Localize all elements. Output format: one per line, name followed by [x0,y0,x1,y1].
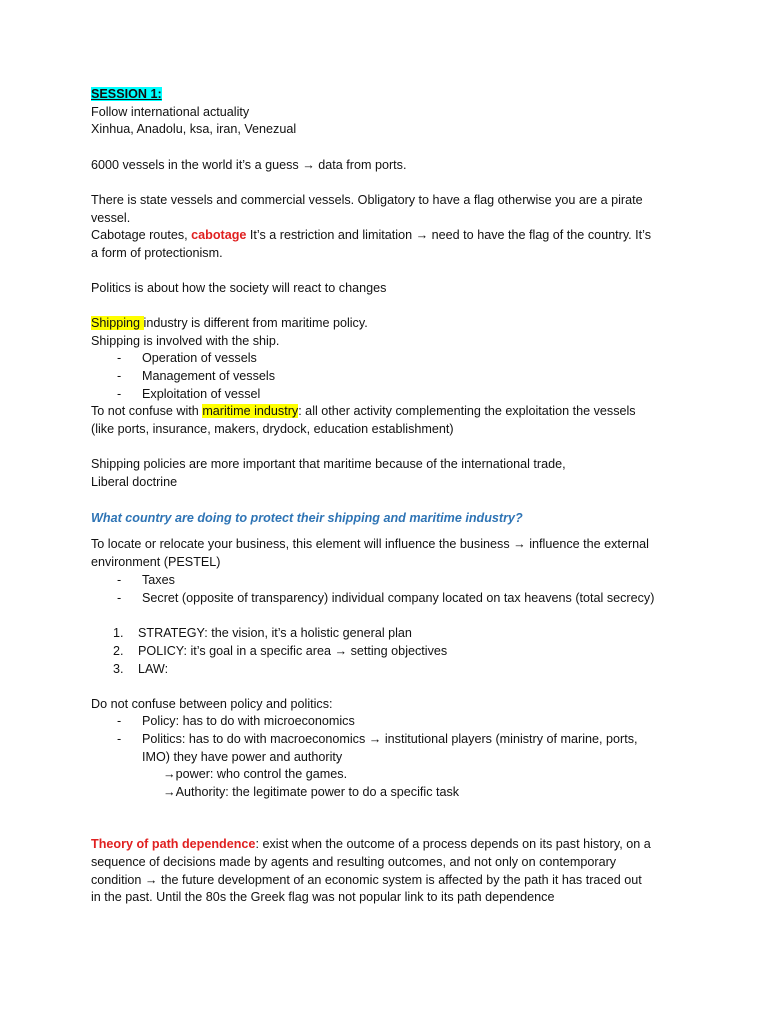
bullet-marker: - [117,714,122,728]
bullet-marker: - [117,369,122,383]
state-vessels-line-1: There is state vessels and commercial vessels. Obligatory to have a flag otherwise you are a pirate [91,193,643,207]
path-dependence-line-1 [91,836,676,854]
path-dependence-term: Theory of path dependence [91,837,256,851]
numbered-item-text: POLICY: it’s goal in a specific area [138,644,335,658]
list-number: 3. [113,662,124,676]
arrow-icon: → [144,873,158,887]
policies-line-1: Shipping policies are more important that maritime because of the international trade, [91,457,566,471]
state-vessels-line-2: vessel. [91,211,131,225]
path-dependence-line-3 [91,872,676,890]
policies-line-2: Liberal doctrine [91,475,178,489]
list-number: 1. [113,626,124,640]
list-item: Secret (opposite of transparency) individual company located on tax heavens (total secrecy) [142,591,655,605]
question-heading [91,510,676,528]
cabotage-line-1 [91,227,676,245]
maritime-rest: : all other activity complementing the exploitation the vessels [298,404,636,418]
cabotage-term: cabotage [191,228,247,242]
bullet-marker: - [117,732,122,746]
bullet-marker: - [117,387,122,401]
path-dependence-line-2: sequence of decisions made by agents and resulting outcomes, and not only on contemporary [91,855,617,869]
sub-item-text: power: who control the games. [175,767,348,781]
path-dependence-text: : exist when the outcome of a process depends on its past history, on a [255,837,651,851]
list-item: Policy: has to do with microeconomics [142,714,355,728]
path-dependence-text-end: the future development of an economic system is affected by the path it has traced out [157,873,642,887]
cabotage-rest: need to have the flag of the country. It’s [428,228,652,242]
bullet-marker: - [117,573,122,587]
bullet-marker: - [117,351,122,365]
locate-line-1 [91,536,676,554]
sub-item [163,784,459,802]
numbered-item: STRATEGY: the vision, it’s a holistic general plan [138,626,412,640]
arrow-icon: → [163,785,176,799]
shipping-term: Shipping [91,316,144,330]
vessels-text-end: data from ports. [314,158,407,172]
arrow-icon: → [334,644,348,658]
locate-text-end: influence the external [525,537,649,551]
numbered-item [138,643,447,661]
shipping-line [91,315,676,333]
list-item: Exploitation of vessel [142,387,261,401]
list-item-continuation: IMO) they have power and authority [142,750,343,764]
list-item: Taxes [142,573,175,587]
cabotage-prefix: Cabotage routes, [91,228,192,242]
locate-text: To locate or relocate your business, this element will influence the business [91,537,514,551]
session-heading [91,86,676,104]
numbered-item-text-end: setting objectives [347,644,448,658]
path-dependence-text: condition [91,873,145,887]
list-item [142,731,676,749]
path-dependence-line-4: in the past. Until the 80s the Greek flag was not popular link to its path dependence [91,890,555,904]
numbered-item: LAW: [138,662,169,676]
session-title: SESSION 1: [91,87,162,101]
list-number: 2. [113,644,124,658]
arrow-icon: → [302,158,315,172]
arrow-icon: → [163,767,176,781]
intro-line-2: Xinhua, Anadolu, ksa, iran, Venezual [91,122,297,136]
confuse-title: Do not confuse between policy and politics: [91,697,333,711]
list-item-text: Politics: has to do with macroeconomics [142,732,369,746]
list-item: Operation of vessels [142,351,257,365]
list-item: Management of vessels [142,369,276,383]
cabotage-middle: It’s a restriction and limitation [246,228,416,242]
bullet-marker: - [117,591,122,605]
maritime-term: maritime industry [202,404,299,418]
maritime-line-2: (like ports, insurance, makers, drydock, education establishment) [91,422,454,436]
arrow-icon: → [415,228,429,242]
shipping-rest: industry is different from maritime policy. [143,316,368,330]
cabotage-line-2: a form of protectionism. [91,246,223,260]
sub-item [163,766,347,784]
locate-line-2: environment (PESTEL) [91,555,221,569]
maritime-line-1 [91,403,676,421]
question-text: What country are doing to protect their shipping and maritime industry? [91,511,523,525]
maritime-prefix: To not confuse with [91,404,203,418]
arrow-icon: → [368,732,382,746]
vessels-text: 6000 vessels in the world it’s a guess [91,158,303,172]
politics-line: Politics is about how the society will react to changes [91,281,387,295]
vessels-line [91,157,676,175]
arrow-icon: → [513,537,526,551]
shipping-involved: Shipping is involved with the ship. [91,334,280,348]
intro-line-1: Follow international actuality [91,105,250,119]
sub-item-text: Authority: the legitimate power to do a specific task [175,785,460,799]
list-item-text-end: institutional players (ministry of marine, ports, [381,732,638,746]
